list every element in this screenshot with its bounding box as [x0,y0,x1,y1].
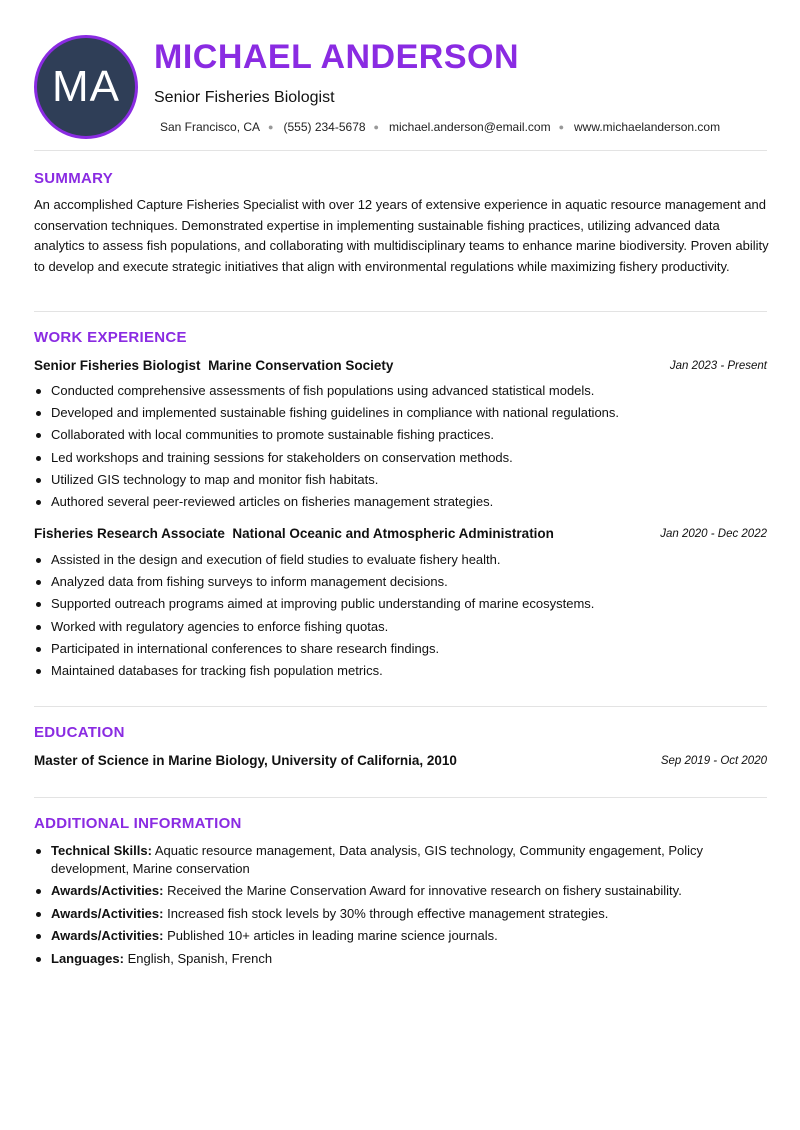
job-heading [34,358,393,373]
job-org: Marine Conservation Society [208,358,394,373]
additional-heading: ADDITIONAL INFORMATION [34,815,242,832]
summary-text: An accomplished Capture Fisheries Specialist with over 12 years of extensive experience in aquatic resource management and conservation techniques. Demonstrated expertise in implementing sustainable fishing practices, utilizing advanced data analytics to assess fish populations, and collaborating with multidisciplinary teams to enhance marine biodiversity. Proven ability to develop and execute strategic initiatives that align with environmental regulations while maximizing fishery productivity. [34,197,769,274]
divider [34,311,767,312]
list-item [34,905,769,923]
item-text: Published 10+ articles in leading marine science journals. [167,928,498,944]
education-degree: Master of Science in Marine Biology, University of California, 2010 [34,753,457,768]
candidate-name: MICHAEL ANDERSON [154,38,520,76]
list-item: Worked with regulatory agencies to enforce fishing quotas. [34,618,769,640]
item-text: Increased fish stock levels by 30% through effective management strategies. [167,905,609,921]
job-org: National Oceanic and Atmospheric Administration [232,526,554,541]
divider [34,797,767,798]
job-bullets [34,382,769,515]
item-text: Aquatic resource management, Data analysis, GIS technology, Community engagement, Policy development, Marine conservation [51,843,704,876]
item-text: English, Spanish, French [127,950,273,966]
contact-bar [160,120,720,134]
item-label: Awards/Activities: [51,928,164,944]
list-item: Utilized GIS technology to map and monitor fish habitats. [34,471,769,493]
item-text: Received the Marine Conservation Award for innovative research on fishery sustainability. [167,883,682,899]
separator-dot-icon: ● [373,122,379,132]
additional-list [34,842,769,972]
list-item [34,927,769,945]
contact-phone: (555) 234-5678 [283,120,366,134]
separator-dot-icon: ● [268,122,274,132]
avatar [34,35,138,139]
job-title: Fisheries Research Associate [34,526,225,541]
list-item: Maintained databases for tracking fish population metrics. [34,662,769,684]
list-item: Conducted comprehensive assessments of fish populations using advanced statistical models. [34,382,769,404]
list-item: Supported outreach programs aimed at improving public understanding of marine ecosystems. [34,595,769,617]
item-label: Awards/Activities: [51,883,164,899]
education-heading: EDUCATION [34,724,125,741]
candidate-title: Senior Fisheries Biologist [154,89,335,106]
job-dates: Jan 2020 - Dec 2022 [660,528,767,540]
contact-location: San Francisco, CA [160,120,261,134]
contact-email[interactable]: michael.anderson@email.com [388,120,551,134]
item-label: Technical Skills: [51,843,152,858]
list-item: Participated in international conferences to share research findings. [34,640,769,662]
job-bullets [34,551,769,684]
job-title: Senior Fisheries Biologist [34,358,201,373]
list-item [34,882,769,900]
experience-heading: WORK EXPERIENCE [34,329,187,346]
list-item: Analyzed data from fishing surveys to inform management decisions. [34,573,769,595]
summary-heading: SUMMARY [34,170,114,187]
avatar-initials: MA [52,62,120,111]
divider [34,150,767,151]
contact-website[interactable]: www.michaelanderson.com [574,120,721,134]
job-heading [34,526,554,541]
list-item [34,842,769,878]
list-item: Developed and implemented sustainable fishing guidelines in compliance with national regulations. [34,404,769,426]
list-item [34,950,769,968]
education-dates: Sep 2019 - Oct 2020 [660,755,767,767]
job-dates: Jan 2023 - Present [669,360,767,372]
list-item: Collaborated with local communities to promote sustainable fishing practices. [34,426,769,448]
separator-dot-icon: ● [558,122,565,132]
item-label: Languages: [51,950,124,966]
item-label: Awards/Activities: [51,905,164,921]
list-item: Authored several peer-reviewed articles on fisheries management strategies. [34,493,769,515]
list-item: Led workshops and training sessions for stakeholders on conservation methods. [34,449,769,471]
list-item: Assisted in the design and execution of field studies to evaluate fishery health. [34,551,769,573]
divider [34,706,767,707]
